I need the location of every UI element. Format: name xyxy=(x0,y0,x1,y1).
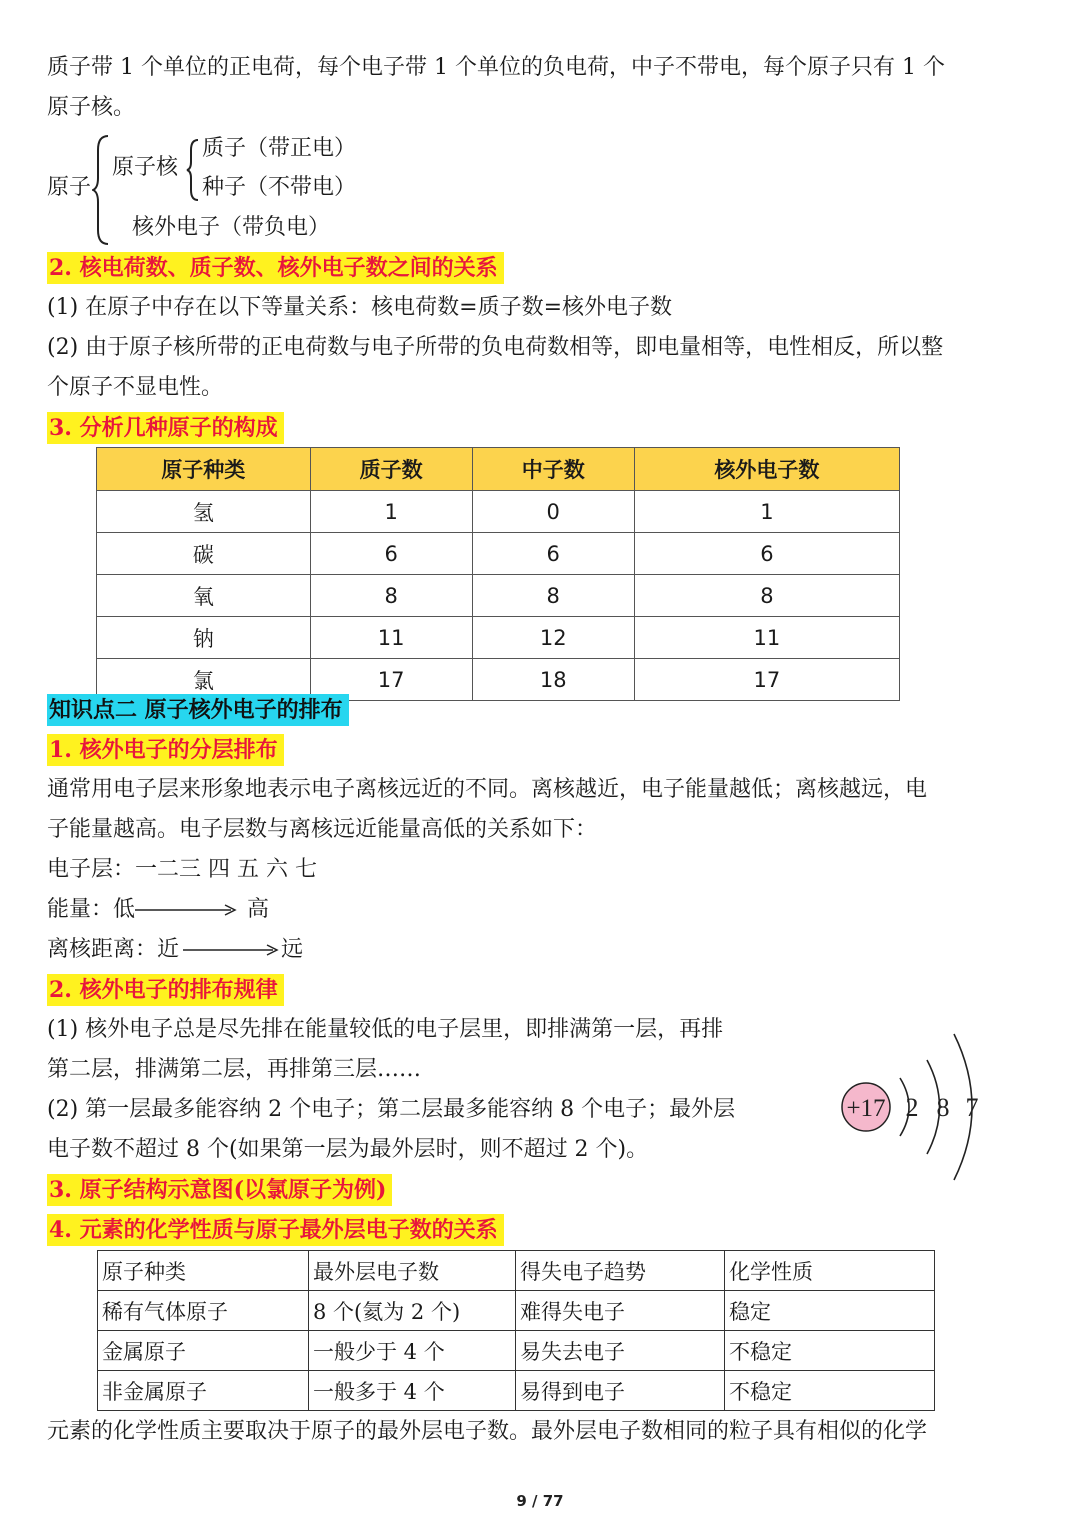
table-header: 得失电子趋势 xyxy=(516,1251,725,1291)
proton-label: 质子（带正电） xyxy=(202,136,357,161)
sub3-heading: 3. 原子结构示意图(以氯原子为例) xyxy=(47,1174,392,1207)
table-header: 化学性质 xyxy=(725,1251,935,1291)
table-header: 质子数 xyxy=(310,448,472,491)
table-header-row xyxy=(97,448,900,491)
table-cell: 非金属原子 xyxy=(98,1371,309,1411)
table-cell: 11 xyxy=(310,617,472,659)
arrow-right-icon xyxy=(183,943,279,957)
table-cell: 一般少于 4 个 xyxy=(309,1331,516,1371)
section2-heading: 2. 核电荷数、质子数、核外电子数之间的关系 xyxy=(47,252,504,285)
nucleus-charge: +17 xyxy=(846,1095,886,1122)
table-cell: 8 xyxy=(634,575,899,617)
table-cell: 18 xyxy=(472,659,634,701)
table-cell: 17 xyxy=(310,659,472,701)
atom-composition-table xyxy=(96,447,900,701)
table-header: 最外层电子数 xyxy=(309,1251,516,1291)
table-header: 原子种类 xyxy=(97,448,311,491)
section2-p2a: (2) 由于原子核所带的正电荷数与电子所带的负电荷数相等，即电量相等，电性相反，所以整 xyxy=(47,335,944,360)
energy-line: 能量：低 高 xyxy=(47,897,270,922)
shell-electron-count: 7 xyxy=(965,1093,979,1122)
rule1b: 第二层，排满第二层，再排第三层…… xyxy=(47,1057,422,1082)
table-row xyxy=(98,1291,935,1331)
distance-line: 离核距离：近 远 xyxy=(47,937,304,962)
intro-line-2: 原子核。 xyxy=(47,95,136,120)
neutron-label: 种子（不带电） xyxy=(202,175,357,200)
layers-line: 电子层：一二三 四 五 六 七 xyxy=(47,857,317,882)
section2-p1: (1) 在原子中存在以下等量关系：核电荷数=质子数=核外电子数 xyxy=(47,295,673,320)
section2-p2b: 个原子不显电性。 xyxy=(47,375,224,400)
knowledge2-heading: 知识点二 原子核外电子的排布 xyxy=(47,694,349,727)
sub1-p1b: 子能量越高。电子层数与离核远近能量高低的关系如下： xyxy=(47,817,598,842)
sub1-heading: 1. 核外电子的分层排布 xyxy=(47,734,284,767)
table-cell: 氢 xyxy=(97,491,311,533)
closing-text: 元素的化学性质主要取决于原子的最外层电子数。最外层电子数相同的粒子具有相似的化学 xyxy=(47,1419,928,1444)
table-cell: 8 xyxy=(472,575,634,617)
table-cell: 11 xyxy=(634,617,899,659)
table-cell: 不稳定 xyxy=(725,1331,935,1371)
table-cell: 碳 xyxy=(97,533,311,575)
table-row xyxy=(97,491,900,533)
table-cell: 易失去电子 xyxy=(516,1331,725,1371)
shell-electron-count: 8 xyxy=(936,1093,950,1122)
atom-label: 原子 xyxy=(47,175,92,200)
table-cell: 8 个(氦为 2 个) xyxy=(309,1291,516,1331)
table-cell: 金属原子 xyxy=(98,1331,309,1371)
table-header: 中子数 xyxy=(472,448,634,491)
table-row xyxy=(97,617,900,659)
nucleus-label: 原子核 xyxy=(112,155,179,180)
table-row xyxy=(98,1331,935,1371)
inner-brace xyxy=(186,138,200,202)
rule2a: (2) 第一层最多能容纳 2 个电子；第二层最多能容纳 8 个电子；最外层 xyxy=(47,1097,736,1122)
table-cell: 8 xyxy=(310,575,472,617)
table-cell: 17 xyxy=(634,659,899,701)
table-row xyxy=(97,533,900,575)
table-row xyxy=(98,1371,935,1411)
rule1a: (1) 核外电子总是尽先排在能量较低的电子层里，即排满第一层，再排 xyxy=(47,1017,724,1042)
table-cell: 1 xyxy=(310,491,472,533)
arrow-right-icon xyxy=(135,903,239,917)
chemical-property-table xyxy=(97,1250,935,1411)
table-cell: 0 xyxy=(472,491,634,533)
table-cell: 难得失电子 xyxy=(516,1291,725,1331)
table-cell: 稀有气体原子 xyxy=(98,1291,309,1331)
sub4-heading: 4. 元素的化学性质与原子最外层电子数的关系 xyxy=(47,1214,504,1247)
sub1-p1a: 通常用电子层来形象地表示电子离核远近的不同。离核越近，电子能量越低；离核越远，电 xyxy=(47,777,928,802)
shell-electron-count: 2 xyxy=(905,1093,919,1122)
table-cell: 易得到电子 xyxy=(516,1371,725,1411)
electron-label: 核外电子（带负电） xyxy=(132,215,331,240)
table-cell: 不稳定 xyxy=(725,1371,935,1411)
table-cell: 12 xyxy=(472,617,634,659)
sub2-heading: 2. 核外电子的排布规律 xyxy=(47,974,284,1007)
table-cell: 钠 xyxy=(97,617,311,659)
table-cell: 6 xyxy=(310,533,472,575)
table-cell: 6 xyxy=(472,533,634,575)
outer-brace xyxy=(92,134,110,246)
table-cell: 6 xyxy=(634,533,899,575)
page-number: 9 / 77 xyxy=(516,1492,564,1510)
rule2b: 电子数不超过 8 个(如果第一层为最外层时，则不超过 2 个)。 xyxy=(47,1137,649,1162)
table-cell: 一般多于 4 个 xyxy=(309,1371,516,1411)
table-header-row xyxy=(98,1251,935,1291)
table-cell: 1 xyxy=(634,491,899,533)
table-cell: 氧 xyxy=(97,575,311,617)
section3-heading: 3. 分析几种原子的构成 xyxy=(47,412,284,445)
table-cell: 氯 xyxy=(97,659,311,701)
intro-line-1: 质子带 1 个单位的正电荷，每个电子带 1 个单位的负电荷，中子不带电，每个原子只有 1 个 xyxy=(47,55,945,80)
table-header: 原子种类 xyxy=(98,1251,309,1291)
table-header: 核外电子数 xyxy=(634,448,899,491)
table-row xyxy=(97,575,900,617)
chlorine-structure-diagram xyxy=(830,1020,1000,1190)
table-cell: 稳定 xyxy=(725,1291,935,1331)
